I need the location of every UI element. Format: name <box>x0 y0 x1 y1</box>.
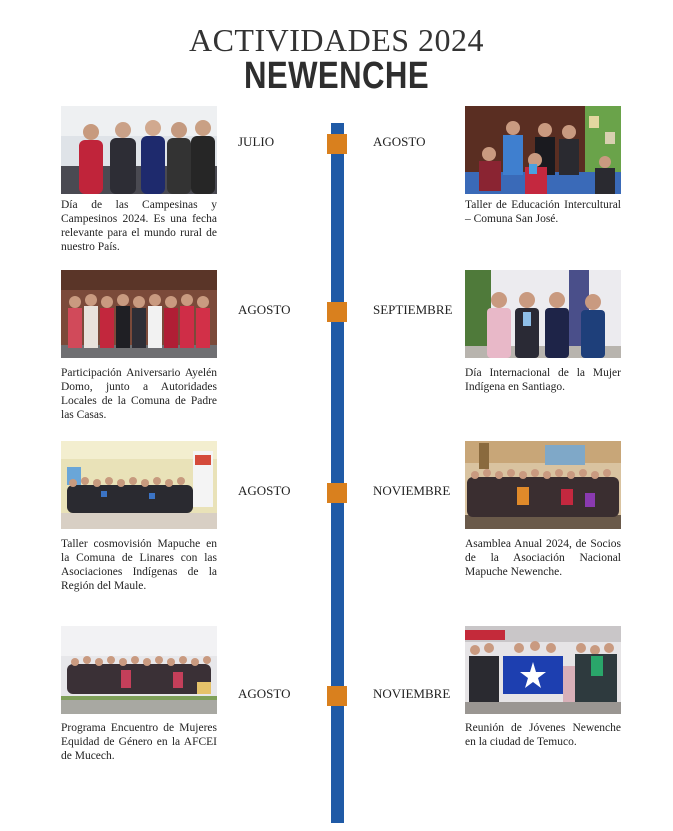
event-caption: Programa Encuentro de Mujeres Equidad de Género en la AFCEI de Mucech. <box>61 722 217 762</box>
event-photo <box>465 106 621 194</box>
event-caption: Participación Aniversario Ayelén Domo, junto a Autoridades Locales de la Comuna de Padre las Casas. <box>61 367 217 421</box>
month-label-left: JULIO <box>238 134 275 149</box>
event-caption: Taller de Educación Intercultural – Comuna San José. <box>465 199 621 225</box>
page-title: ACTIVIDADES 2024 <box>188 22 485 58</box>
month-label-right: NOVIEMBRE <box>373 483 451 498</box>
timeline-marker <box>327 302 347 322</box>
timeline-marker <box>327 483 347 503</box>
timeline-marker <box>327 134 347 154</box>
month-label-right: AGOSTO <box>373 134 426 149</box>
month-label-right: SEPTIEMBRE <box>373 302 453 317</box>
event-photo <box>61 106 217 194</box>
month-label-left: AGOSTO <box>238 483 291 498</box>
page-subtitle: NEWENCHE <box>243 55 430 97</box>
event-photo <box>465 270 621 358</box>
event-caption: Taller cosmovisión Mapuche en la Comuna de Linares con las Asociaciones Indígenas de la Región del Maule. <box>61 538 217 592</box>
event-photo <box>465 626 621 714</box>
event-caption: Reunión de Jóvenes Newenche en la ciudad de Temuco. <box>465 722 621 748</box>
event-photo <box>465 441 621 529</box>
month-label-left: AGOSTO <box>238 302 291 317</box>
month-label-left: AGOSTO <box>238 686 291 701</box>
timeline-marker <box>327 686 347 706</box>
event-caption: Día Internacional de la Mujer Indígena en Santiago. <box>465 367 621 393</box>
event-photo <box>61 626 217 714</box>
timeline-bar <box>331 123 344 823</box>
event-photo <box>61 441 217 529</box>
event-caption: Día de las Campesinas y Campesinos 2024. Es una fecha relevante para el mundo rural de nuestro País. <box>61 199 217 253</box>
event-photo <box>61 270 217 358</box>
event-caption: Asamblea Anual 2024, de Socios de la Asociación Nacional Mapuche Newenche. <box>465 538 621 578</box>
month-label-right: NOVIEMBRE <box>373 686 451 701</box>
